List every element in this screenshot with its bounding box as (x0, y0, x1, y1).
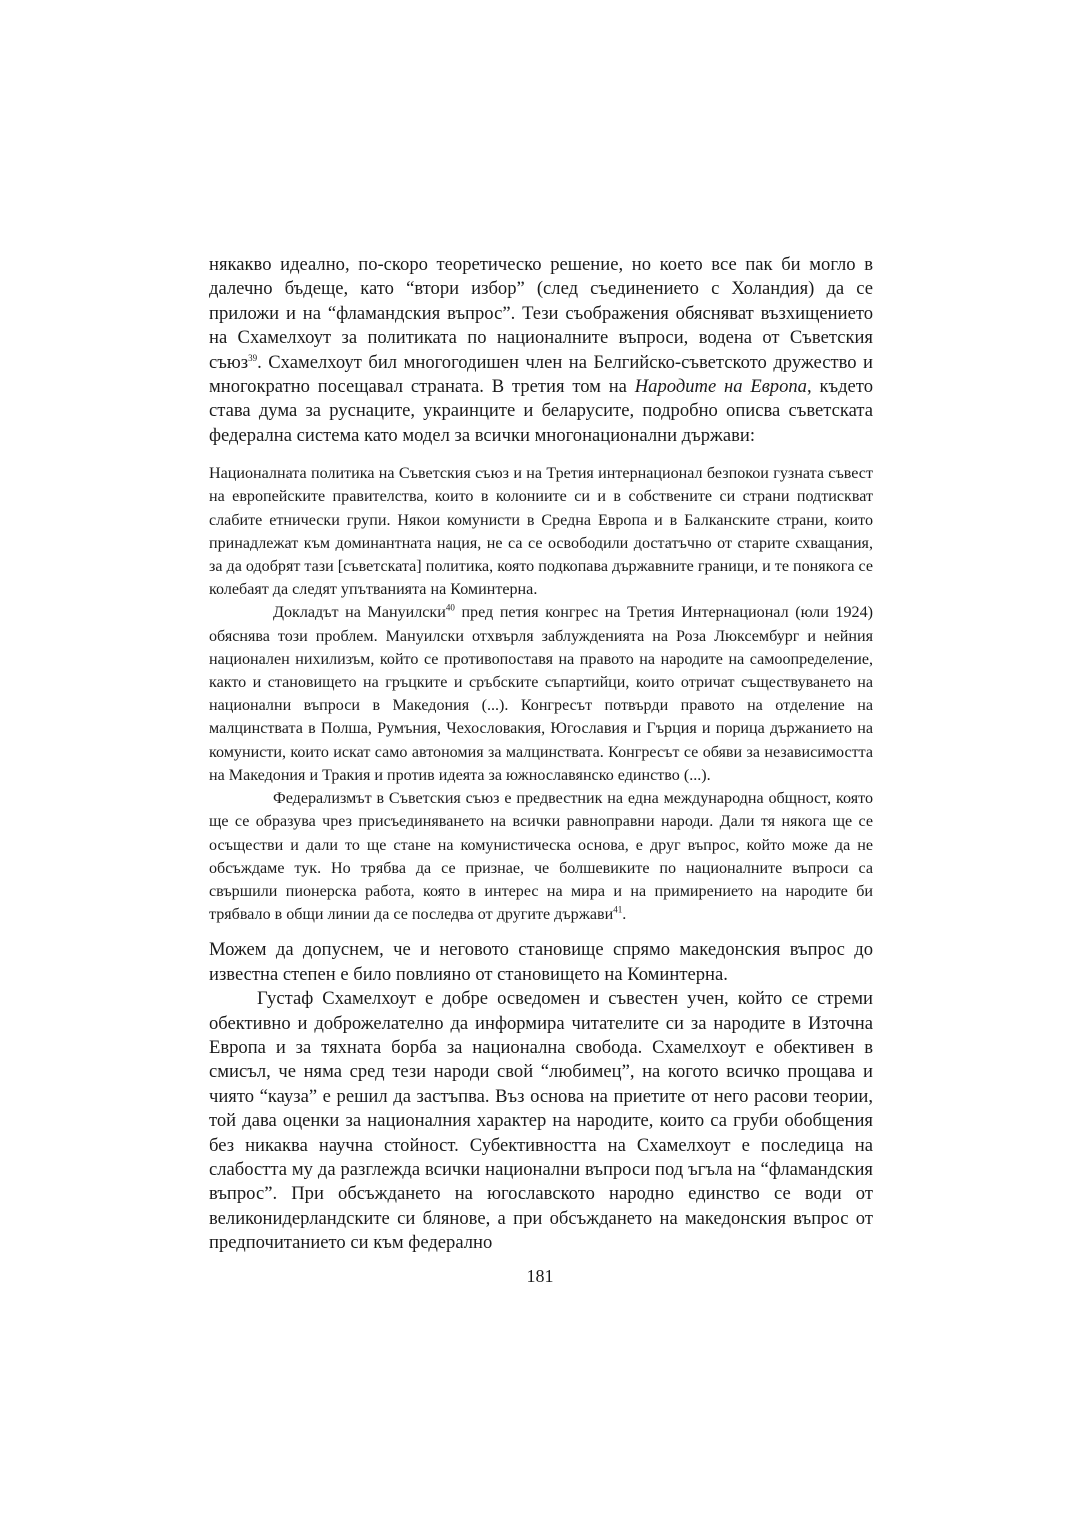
paragraph-1-text-b: . Схамелхоут бил многогодишен член на Белгийско-съветското дружество и многократно посещавал страната. В третия том на (209, 351, 873, 398)
quote-paragraph-3 (209, 787, 873, 926)
footnote-ref-40: 40 (445, 603, 455, 614)
page-body (209, 253, 873, 1256)
quote-paragraph-2 (209, 601, 873, 787)
quote-paragraph-3-text-b: . (622, 906, 627, 924)
opening-section (209, 253, 873, 448)
paragraph-1-text-a: някакво идеално, по-скоро теоретическо решение, но което все пак би могло в далечно бъдеще, като “втори избор” (след съединението с Холандия) да се приложи и на “фламандския въпрос”. Тези съображения обясняват възхищението на Схамелхоут за политиката по националните въпроси, водена от Съветския съюз (209, 254, 873, 373)
paragraph-2: Можем да допуснем, че и неговото становище спрямо македонския въпрос до известна степен е било повлияно от становището на Коминтерна. (209, 939, 873, 985)
closing-section (209, 938, 873, 1255)
quote-paragraph-2-text-b: пред петия конгрес на Третия Интернационал (юли 1924) обяснява този проблем. Мануилски отхвърля заблужденията на Роза Люксембург и нейния национален нихилизъм, който се противопоставя на правото на народите на самоопределение, както и становището на гръцките и сръбските съпартийци, които отричат съществуването на национални въпроси в Македония (...). Конгресът потвърди правото на отделение на малцинствата в Полша, Румъния, Чехословакия, Югославия и Гърция и порица държанието на комунисти, които искат само автономия за малцинствата. Конгресът се обяви за независимостта на Македония и Тракия и против идеята за южнославянско единство (...). (209, 604, 873, 784)
paragraph-1 (209, 253, 873, 448)
paragraph-1-text-c: , където става дума за руснаците, украинците и беларусите, подробно описва съветската федерална система като модел за всички многонационални държави: (209, 376, 873, 446)
block-quote (209, 462, 873, 926)
page-number: 181 (526, 1266, 554, 1286)
quote-paragraph-2-text-a: Докладът на Мануилски (273, 604, 446, 622)
footnote-ref-39: 39 (248, 352, 258, 363)
paragraph-3: Густаф Схамелхоут е добре осведомен и съвестен учен, който се стреми обективно и доброжелателно да информира читателите си за народите в Източна Европа и за тяхната борба за национална свобода. Схамелхоут е обективен в смисъл, че няма сред тези народи свой “любимец”, на когото всичко прощава и чиято “кауза” е решил да застъпва. Въз основа на приетите от него расови теории, той дава оценки за националния характер на народите, които са груби обобщения без никаква научна стойност. Субективността на Схамелхоут е последица на слабостта му да разглежда всички национални въпроси под ъгъла на “фламандския въпрос”. При обсъждането на югославското народно единство се води от великонидерландските си блянове, а при обсъждането на македонския въпрос от предпочитанието си към федерално (209, 988, 873, 1254)
footnote-ref-41: 41 (613, 904, 623, 915)
book-title: Народите на Европа (634, 376, 807, 398)
quote-paragraph-1: Националната политика на Съветския съюз и на Третия интернационал безпокои гузната съвест на европейските правителства, които в колониите си и в собствените си страни подтискват слабите етнически групи. Някои комунисти в Средна Европа и в Балканските страни, които принадлежат към доминантната нация, не са се освободили достатъчно от старите схващания, за да одобрят тази [съветската] политика, която подкопава държавните граници, и те понякога се колебаят да следят упътванията на Коминтерна. (209, 465, 873, 599)
quote-paragraph-3-text-a: Федерализмът в Съветския съюз е предвестник на една международна общност, която ще се образува чрез присъединяването на всички равноправни народи. Дали тя някога ще се осъществи и дали то ще стане на комунистическа основа, е друг въпрос, който може да не обсъждаме тук. Но трябва да се признае, че болшевиките по националните въпроси са свършили пионерска работа, която в интерес на мира и на примирението на народите би трябвало в общи линии да се последва от другите държави (209, 790, 873, 924)
